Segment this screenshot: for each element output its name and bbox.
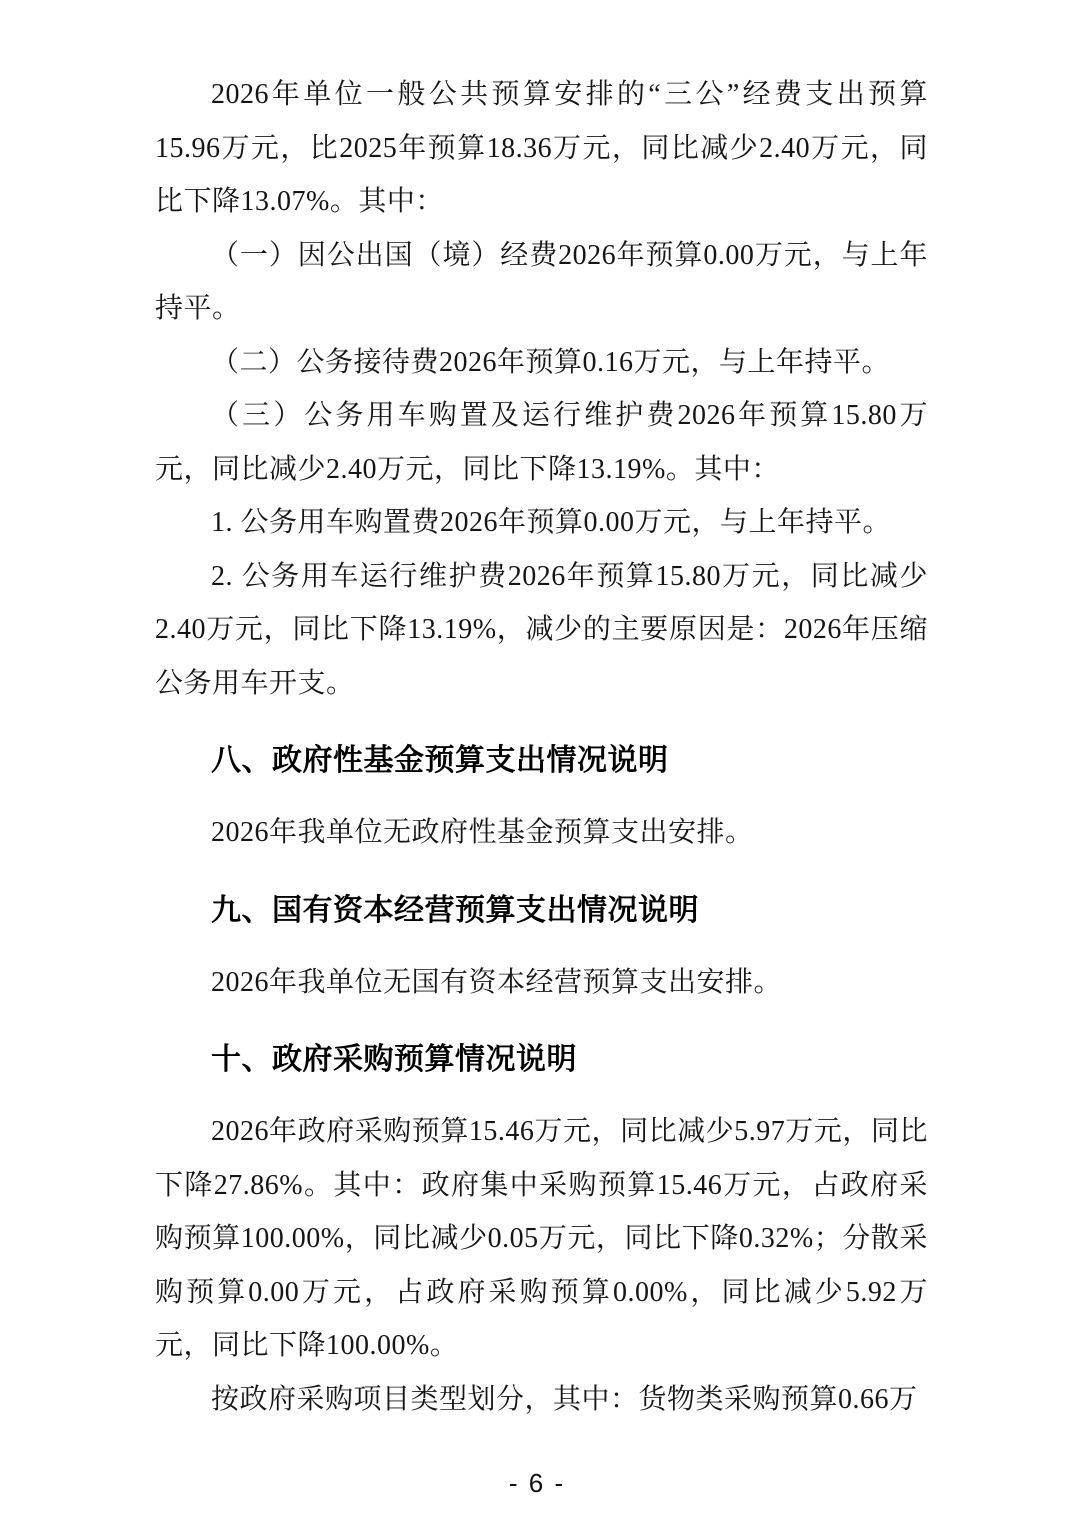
heading-section-nine-state-capital: 九、国有资本经营预算支出情况说明 [211, 893, 699, 927]
page-number: - 6 - [508, 1468, 566, 1498]
heading-section-eight-govt-fund: 八、政府性基金预算支出情况说明 [211, 744, 669, 777]
paragraph-govt-fund-none: 2026年我单位无政府性基金预算支出安排。 [211, 817, 754, 848]
paragraph-state-capital-none: 2026年我单位无国有资本经营预算支出安排。 [211, 966, 783, 998]
document-body [155, 68, 928, 1426]
paragraph-official-reception: （二）公务接待费2026年预算0.16万元，与上年持平。 [211, 346, 891, 378]
paragraph-three-public-summary: 2026年单位一般公共预算安排的“三公”经费支出预算15.96万元，比2025年预算18.36万元，同比减少2.40万元，同比下降13.07%。其中： [155, 79, 928, 217]
paragraph-procurement-summary: 2026年政府采购预算15.46万元，同比减少5.97万元，同比下降27.86%。其中：政府集中采购预算15.46万元，占政府采购预算100.00%，同比减少0.05万元，同比下降0.32%；分散采购预算0.00万元，占政府采购预算0.00%，同比减少5.92万元，同比下降100.00%。 [155, 1116, 928, 1361]
paragraph-procurement-by-type: 按政府采购项目类型划分，其中：货物类采购预算0.66万 [211, 1383, 918, 1415]
paragraph-vehicle-purchase: 1. 公务用车购置费2026年预算0.00万元，与上年持平。 [211, 507, 892, 538]
paragraph-abroad-expense: （一）因公出国（境）经费2026年预算0.00万元，与上年持平。 [155, 239, 928, 324]
paragraph-vehicle-operation: 2. 公务用车运行维护费2026年预算15.80万元，同比减少2.40万元，同比下降13.19%，减少的主要原因是：2026年压缩公务用车开支。 [155, 560, 928, 699]
paragraph-vehicle-total: （三）公务用车购置及运行维护费2026年预算15.80万元，同比减少2.40万元，同比下降13.19%。其中： [155, 400, 928, 485]
heading-section-ten-procurement: 十、政府采购预算情况说明 [211, 1043, 577, 1076]
